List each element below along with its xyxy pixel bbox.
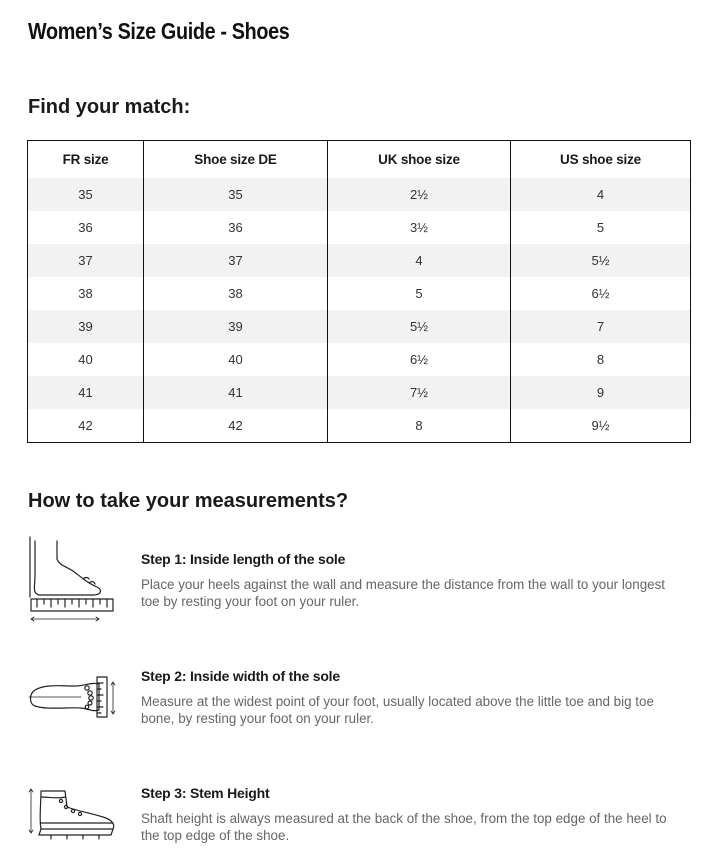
cell-us-size: 9: [511, 376, 691, 409]
cell-us-size: 5: [511, 211, 691, 244]
step-3-description: Shaft height is always measured at the back of the shoe, from the top edge of the heel to the top edge of the shoe.: [141, 811, 667, 843]
cell-fr-size: 36: [28, 211, 144, 244]
cell-us-size: 9½: [511, 409, 691, 443]
cell-fr-size: 38: [28, 277, 144, 310]
column-header-de-size: Shoe size DE: [144, 141, 328, 179]
page-title: Women’s Size Guide - Shoes: [28, 18, 290, 44]
cell-fr-size: 42: [28, 409, 144, 443]
cell-de-size: 36: [144, 211, 328, 244]
foot-length-icon: [27, 535, 117, 628]
cell-de-size: 40: [144, 343, 328, 376]
cell-de-size: 35: [144, 178, 328, 211]
foot-width-icon: [27, 672, 119, 727]
cell-uk-size: 8: [328, 409, 511, 443]
cell-fr-size: 39: [28, 310, 144, 343]
cell-uk-size: 5: [328, 277, 511, 310]
table-row: [28, 310, 691, 343]
cell-de-size: 39: [144, 310, 328, 343]
cell-uk-size: 2½: [328, 178, 511, 211]
table-row: [28, 376, 691, 409]
cell-us-size: 7: [511, 310, 691, 343]
cell-de-size: 41: [144, 376, 328, 409]
find-match-heading: Find your match:: [28, 96, 191, 118]
cell-uk-size: 6½: [328, 343, 511, 376]
table-row: [28, 178, 691, 211]
table-row: [28, 343, 691, 376]
column-header-fr-size: FR size: [28, 141, 144, 179]
column-header-us-size: US shoe size: [511, 141, 691, 179]
boot-height-icon: [27, 787, 121, 846]
step-1-description: Place your heels against the wall and measure the distance from the wall to your longest toe by resting your foot on your ruler.: [141, 577, 666, 609]
cell-us-size: 8: [511, 343, 691, 376]
size-table: [27, 140, 691, 443]
cell-fr-size: 37: [28, 244, 144, 277]
cell-uk-size: 7½: [328, 376, 511, 409]
cell-fr-size: 35: [28, 178, 144, 211]
table-header-row: [28, 141, 691, 179]
cell-uk-size: 4: [328, 244, 511, 277]
step-1-text: [141, 551, 686, 610]
cell-uk-size: 3½: [328, 211, 511, 244]
table-row: [28, 277, 691, 310]
column-header-uk-size: UK shoe size: [328, 141, 511, 179]
cell-us-size: 5½: [511, 244, 691, 277]
cell-fr-size: 40: [28, 343, 144, 376]
cell-de-size: 38: [144, 277, 328, 310]
step-3-text: [141, 785, 686, 844]
step-2-description: Measure at the widest point of your foot, usually located above the little toe and big toe bone, by resting your foot on your ruler.: [141, 694, 654, 726]
cell-us-size: 4: [511, 178, 691, 211]
table-row: [28, 211, 691, 244]
cell-fr-size: 41: [28, 376, 144, 409]
cell-de-size: 37: [144, 244, 328, 277]
cell-uk-size: 5½: [328, 310, 511, 343]
table-row: [28, 244, 691, 277]
step-2-title: Step 2: Inside width of the sole: [141, 668, 340, 684]
cell-de-size: 42: [144, 409, 328, 443]
cell-us-size: 6½: [511, 277, 691, 310]
table-row: [28, 409, 691, 443]
step-2-text: [141, 668, 686, 727]
step-1-title: Step 1: Inside length of the sole: [141, 551, 346, 567]
step-3-title: Step 3: Stem Height: [141, 785, 270, 801]
measurements-heading: How to take your measurements?: [28, 490, 349, 512]
